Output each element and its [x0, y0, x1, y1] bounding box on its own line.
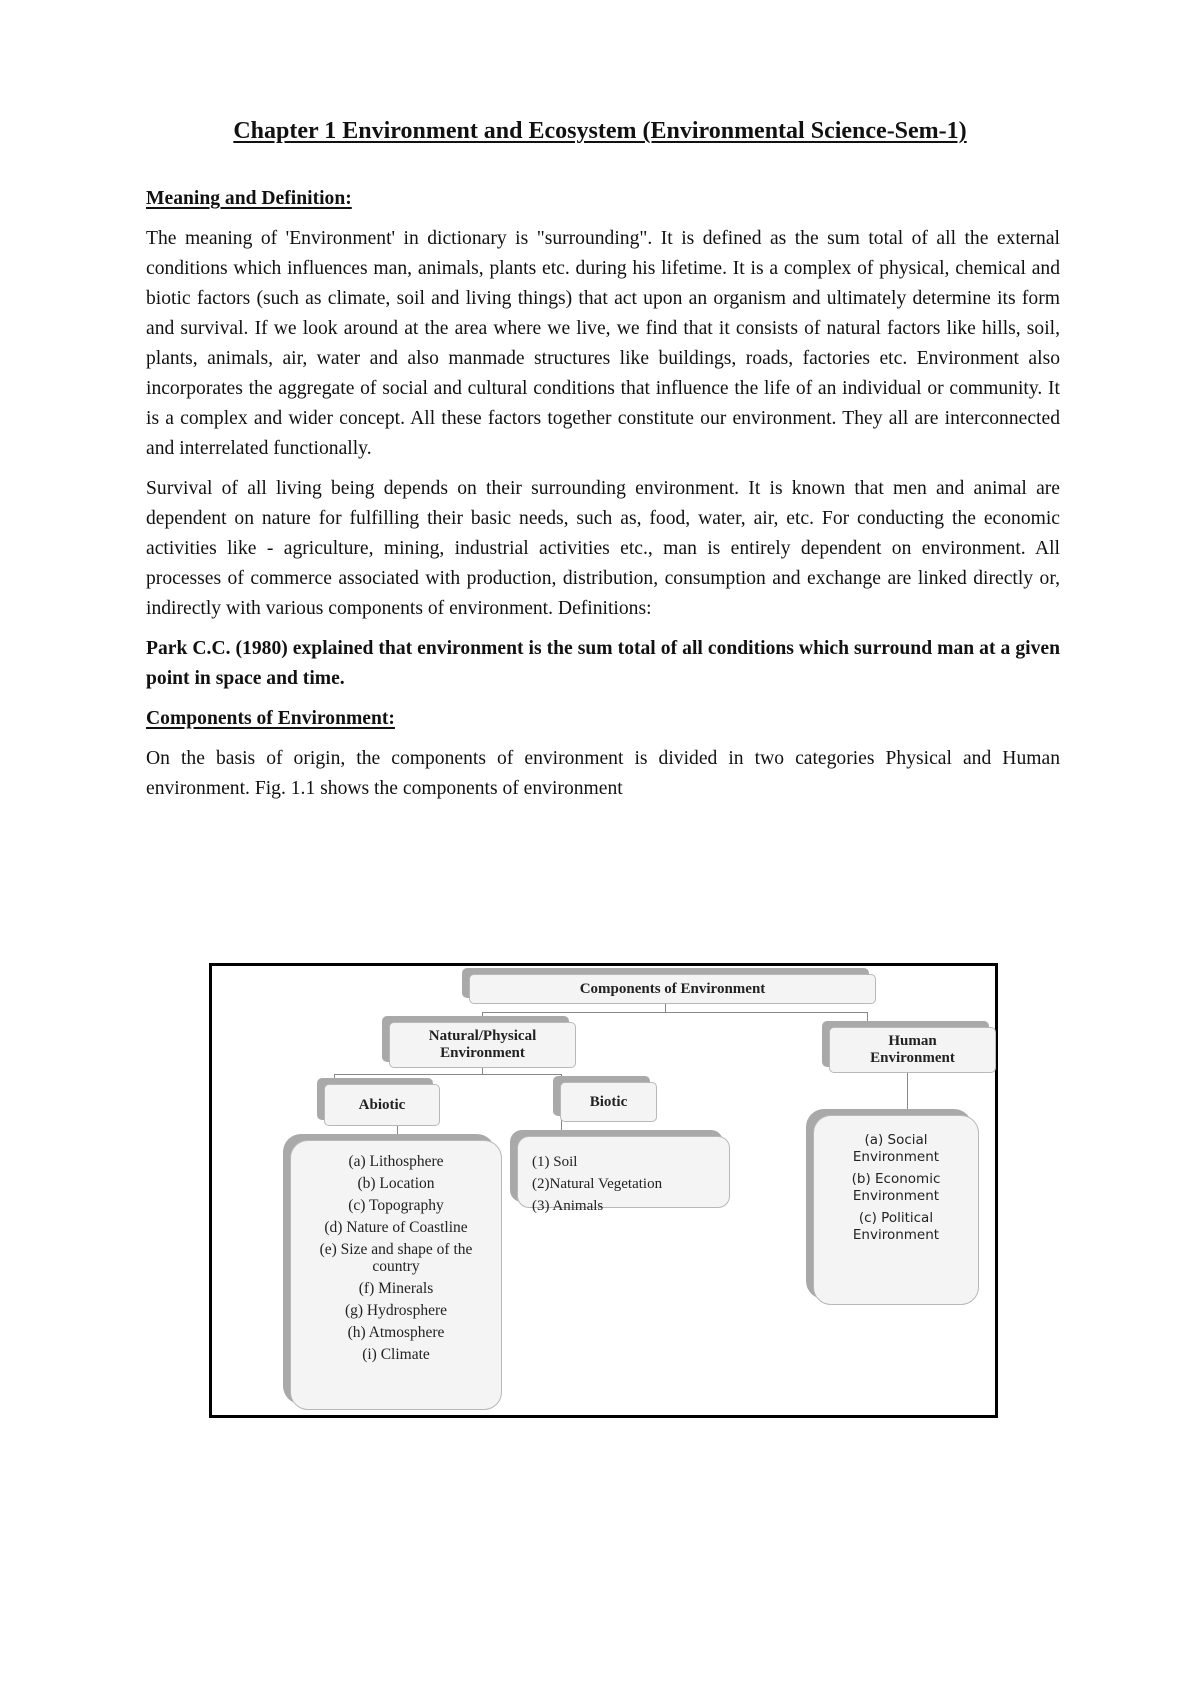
abiotic-item: (c) Topography: [348, 1197, 444, 1214]
abiotic-item: (h) Atmosphere: [347, 1324, 445, 1341]
connector: [907, 1071, 908, 1111]
natural-environment-box: [389, 1022, 576, 1068]
connector: [334, 1074, 561, 1075]
page-title: Chapter 1 Environment and Ecosystem (Environmental Science-Sem-1): [233, 118, 967, 144]
human-item: (c) Political Environment: [852, 1209, 940, 1243]
human-label-line2: Environment: [870, 1050, 955, 1066]
abiotic-item: (g) Hydrosphere: [344, 1302, 447, 1319]
abiotic-item: (d) Nature of Coastline: [324, 1219, 468, 1236]
biotic-item: (1) Soil: [532, 1154, 578, 1170]
heading-components: Components of Environment:: [146, 708, 395, 729]
paragraph-meaning: The meaning of 'Environment' in dictionary is "surrounding". It is defined as the sum total of all the external conditions which influences man, animals, plants etc. during his lifetime. It is a complex of physical, chemical and biotic factors (such as climate, soil and living things) that act upon an organism and ultimately determine its form and survival. If we look around at the area where we live, we find that it consists of natural factors like hills, soil, plants, animals, air, water and also manmade structures like buildings, roads, factories etc. Environment also incorporates the aggregate of social and cultural conditions that influence the life of an individual or community. It is a complex and wider concept. All these factors together constitute our environment. They all are interconnected and interrelated functionally.: [146, 228, 1060, 459]
human-items-box: [813, 1115, 979, 1305]
biotic-box: [560, 1082, 657, 1122]
human-environment-box: [829, 1027, 996, 1073]
components-diagram: [209, 963, 998, 1418]
connector: [334, 1074, 335, 1084]
paragraph-survival: Survival of all living being depends on their surrounding environment. It is known that men and animal are dependent on nature for fulfilling their basic needs, such as, food, water, air, etc. For conducting the economic activities like - agriculture, mining, industrial activities etc., man is entirely dependent on environment. All processes of commerce associated with production, distribution, consumption and exchange are linked directly or, indirectly with various components of environment. Definitions:: [146, 478, 1060, 619]
abiotic-item: (b) Location: [357, 1175, 435, 1192]
human-item: (a) Social Environment: [852, 1131, 940, 1165]
biotic-item: (2)Natural Vegetation: [532, 1176, 663, 1192]
abiotic-items-box: [290, 1140, 502, 1410]
document-body: [146, 184, 1060, 804]
connector: [665, 1004, 666, 1012]
definition-park: Park C.C. (1980) explained that environment is the sum total of all conditions which surround man at a given point in space and time.: [146, 638, 1060, 689]
human-item: (b) Economic Environment: [851, 1170, 941, 1204]
root-box: [469, 974, 876, 1004]
paragraph-components: On the basis of origin, the components of environment is divided in two categories Physical and Human environment. Fig. 1.1 shows the components of environment: [146, 748, 1060, 799]
connector: [867, 1012, 868, 1022]
abiotic-item: (a) Lithosphere: [348, 1153, 444, 1170]
natural-label-line2: Environment: [440, 1045, 525, 1061]
human-label-line1: Human: [888, 1033, 937, 1049]
abiotic-item: (f) Minerals: [358, 1280, 434, 1297]
abiotic-label: Abiotic: [358, 1096, 406, 1113]
abiotic-item: (e) Size and shape of the country: [319, 1241, 473, 1275]
biotic-item: (3) Animals: [532, 1198, 604, 1214]
abiotic-box: [324, 1084, 440, 1126]
biotic-label: Biotic: [589, 1093, 628, 1110]
connector: [900, 1111, 908, 1112]
heading-meaning-definition: Meaning and Definition:: [146, 188, 352, 209]
connector: [482, 1012, 483, 1020]
connector: [482, 1012, 867, 1013]
root-label: Components of Environment: [579, 980, 766, 997]
natural-label-line1: Natural/Physical: [428, 1028, 537, 1044]
biotic-items-box: [517, 1136, 730, 1214]
abiotic-item: (i) Climate: [362, 1346, 430, 1363]
